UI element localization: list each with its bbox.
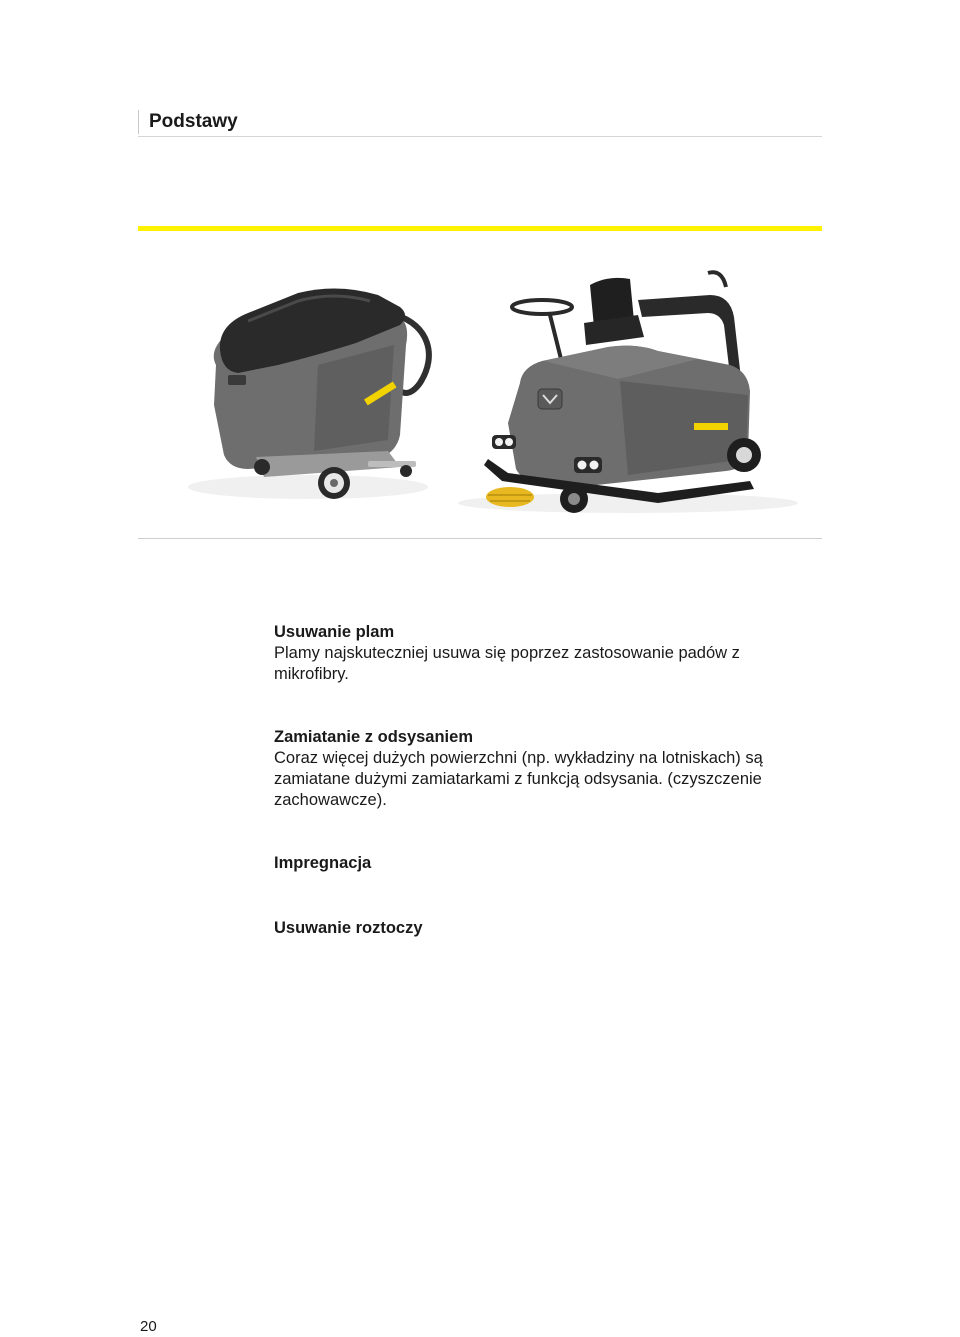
yellow-accent-bar [138,226,822,231]
section-body: Plamy najskuteczniej usuwa się poprzez zastosowanie padów z mikrofibry. [274,644,740,683]
scrubber-dryer-machine-icon [188,288,429,499]
page-section-title: Podstawy [138,110,238,134]
section-title: Zamiatanie z odsysaniem [274,728,473,746]
section-title: Usuwanie roztoczy [274,919,423,937]
section-title: Impregnacja [274,854,372,872]
section-body: Coraz więcej dużych powierzchni (np. wykładziny na lotniskach) są zamiatane dużymi zamiatarkami z funkcją odsysania. (czyszczenie zachowawcze). [274,749,763,809]
section-suction-sweeping [274,727,834,811]
section-title: Usuwanie plam [274,623,395,641]
page-number: 20 [140,1318,157,1335]
section-dust-mite-removal [274,918,834,939]
product-figure [138,255,822,535]
section-impregnation [274,853,834,874]
content-sections [274,622,834,939]
figure-divider [138,538,822,539]
header-divider [138,136,822,137]
ride-on-sweeper-machine-icon [458,272,798,513]
section-stain-removal [274,622,834,685]
